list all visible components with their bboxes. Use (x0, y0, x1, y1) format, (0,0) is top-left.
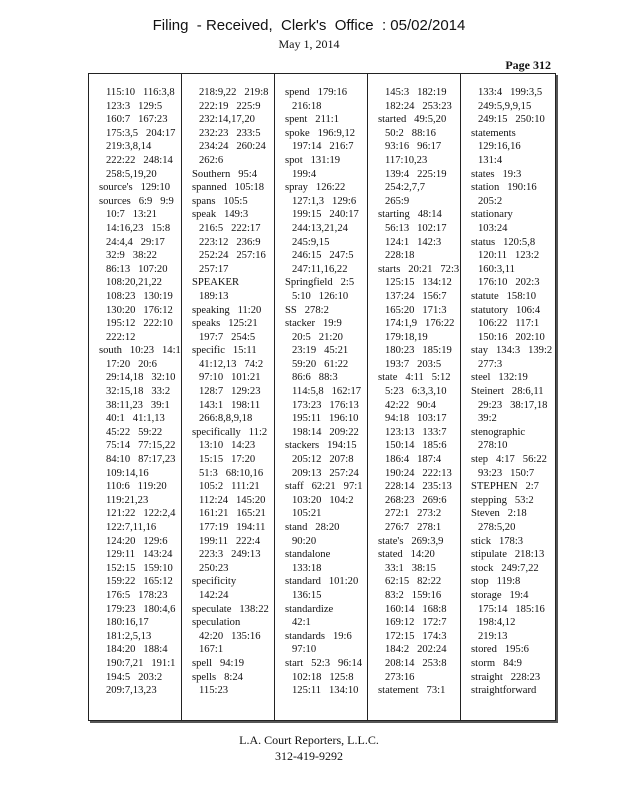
index-line: 272:1 273:2 (385, 508, 442, 520)
index-line: 103:20 104:2 (292, 494, 354, 506)
index-line: 105:2 111:21 (199, 481, 260, 493)
index-line: 195:12 222:10 (106, 318, 173, 330)
index-line: 120:11 123:2 (478, 250, 540, 262)
index-line: 209:13 257:24 (292, 467, 359, 479)
index-line: 117:10,23 (385, 154, 428, 166)
index-line: 175:14 185:16 (478, 603, 545, 615)
index-line: 114:5,8 162:17 (292, 386, 362, 398)
index-line: stacker 19:9 (285, 318, 342, 330)
index-line: spell 94:19 (192, 657, 245, 669)
index-line: 143:1 198:11 (199, 399, 261, 411)
index-line: 5:10 126:10 (292, 290, 349, 302)
index-line: speaking 11:20 (192, 304, 262, 316)
index-line: staff 62:21 97:1 (285, 481, 363, 493)
index-line: 29:23 38:17,18 (478, 399, 548, 411)
index-line: 127:1,3 129:6 (292, 195, 357, 207)
index-line: 193:7 203:5 (385, 358, 442, 370)
index-line: 115:23 (199, 685, 229, 697)
index-line: 122:7,11,16 (106, 522, 157, 533)
index-line: 121:22 122:2,4 (106, 508, 176, 520)
index-line: spent 211:1 (285, 114, 340, 126)
index-line: 189:13 (199, 290, 229, 302)
index-line: 198:14 209:22 (292, 426, 359, 438)
index-line: 32:15,18 33:2 (106, 386, 171, 398)
index-line: 176:5 178:23 (106, 589, 168, 601)
index-line: speculation (192, 617, 241, 629)
index-line: stored 195:6 (471, 644, 529, 656)
index-line: 45:22 59:22 (106, 426, 163, 438)
index-line: 20:5 21:20 (292, 331, 343, 343)
index-line: statute 158:10 (471, 290, 537, 302)
index-line: 93:23 150:7 (478, 467, 535, 479)
index-line: 160:14 168:8 (385, 603, 447, 615)
index-line: 199:15 240:17 (292, 209, 359, 221)
index-line: 83:2 159:16 (385, 589, 442, 601)
index-line: stop 119:8 (471, 576, 521, 588)
index-line: 216:18 (292, 100, 322, 112)
index-line: 152:15 159:10 (106, 562, 173, 574)
index-line: 137:24 156:7 (385, 290, 447, 302)
index-line: 86:13 107:20 (106, 263, 168, 275)
index-line: state's 269:3,9 (378, 535, 444, 547)
index-line: 115:10 116:3,8 (106, 87, 175, 98)
index-line: 197:14 216:7 (292, 141, 354, 153)
index-line: 222:19 225:9 (199, 100, 261, 112)
index-line: starts 20:21 72:3 (378, 263, 460, 275)
index-line: status 120:5,8 (471, 236, 536, 248)
index-line: Springfield 2:5 (285, 277, 355, 289)
index-line: source's 129:10 (99, 182, 171, 194)
index-line: 39:2 (478, 413, 497, 425)
index-line: 125:11 134:10 (292, 685, 359, 697)
index-line: 106:22 117:1 (478, 318, 540, 330)
index-line: 109:14,16 (106, 467, 149, 479)
index-line: 244:13,21,24 (292, 222, 348, 234)
index-line: 167:1 (199, 644, 224, 656)
court-reporter-phone: 312-419-9292 (275, 749, 343, 763)
index-line: step 4:17 56:22 (471, 454, 547, 466)
index-line: 93:16 96:17 (385, 141, 442, 153)
index-line: 181:2,5,13 (106, 630, 152, 642)
index-line: 199:4 (292, 168, 317, 180)
index-line: 175:3,5 204:17 (106, 127, 176, 139)
index-line: 42:22 90:4 (385, 399, 436, 411)
index-line: 145:3 182:19 (385, 87, 447, 98)
index-line: 103:24 (478, 222, 508, 234)
index-line: 222:22 248:14 (106, 154, 173, 166)
index-line: 278:10 (478, 440, 508, 452)
index-line: 184:20 188:4 (106, 644, 168, 656)
index-line: 277:3 (478, 358, 503, 370)
index-line: 97:10 101:21 (199, 372, 261, 384)
index-line: 23:19 45:21 (292, 345, 349, 357)
index-line: steel 132:19 (471, 372, 528, 384)
index-line: SPEAKER (192, 277, 240, 289)
index-line: 165:20 171:3 (385, 304, 447, 316)
index-line: 159:22 165:12 (106, 576, 173, 588)
index-line: 123:3 129:5 (106, 100, 163, 112)
index-line: 150:14 185:6 (385, 440, 447, 452)
index-line: specificity (192, 576, 237, 588)
index-line: 258:5,19,20 (106, 168, 157, 180)
index-line: 174:1,9 176:22 (385, 318, 455, 330)
index-column-1 (89, 74, 181, 720)
index-line: 160:7 167:23 (106, 114, 168, 126)
index-line: Steven 2:18 (471, 508, 527, 520)
index-line: 245:9,15 (292, 236, 330, 248)
index-line: 41:12,13 74:2 (199, 358, 264, 370)
index-line: 112:24 145:20 (199, 494, 266, 506)
index-line: 247:11,16,22 (292, 263, 348, 275)
index-line: statements (471, 127, 516, 139)
index-line: 129:11 143:24 (106, 549, 173, 561)
index-line: 139:4 225:19 (385, 168, 447, 180)
index-line: Southern 95:4 (192, 168, 258, 180)
index-line: speculate 138:22 (192, 603, 269, 615)
index-line: station 190:16 (471, 182, 537, 194)
index-line: 160:3,11 (478, 263, 515, 275)
index-line: standardize (285, 603, 334, 615)
index-line: 150:16 202:10 (478, 331, 545, 343)
index-line: 205:2 (478, 195, 503, 207)
index-line: 180:16,17 (106, 617, 149, 629)
index-column-5 (460, 74, 556, 720)
index-line: 209:7,13,23 (106, 685, 157, 697)
index-line: spans 105:5 (192, 195, 248, 207)
index-line: statement 73:1 (378, 685, 446, 697)
index-line: spoke 196:9,12 (285, 127, 356, 139)
index-line: 223:12 236:9 (199, 236, 261, 248)
index-line: started 49:5,20 (378, 114, 447, 126)
index-line: 38:11,23 39:1 (106, 399, 170, 411)
index-line: 205:12 207:8 (292, 454, 354, 466)
index-line: 216:5 222:17 (199, 222, 261, 234)
index-line: 42:1 (292, 617, 311, 629)
index-line: specifically 11:2 (192, 426, 268, 438)
index-line: 190:24 222:13 (385, 467, 452, 479)
index-line: sources 6:9 9:9 (99, 195, 174, 207)
index-line: standard 101:20 (285, 576, 359, 588)
index-line: 199:11 222:4 (199, 535, 261, 547)
index-line: 179:18,19 (385, 331, 428, 343)
index-line: 250:23 (199, 562, 229, 574)
index-column-4 (367, 74, 461, 720)
index-line: 51:3 68:10,16 (199, 467, 264, 479)
index-line: 249:15 250:10 (478, 114, 545, 126)
index-line: 169:12 172:7 (385, 617, 447, 629)
index-line: Steinert 28:6,11 (471, 386, 544, 398)
index-line: 42:20 135:16 (199, 630, 261, 642)
index-line: 133:18 (292, 562, 322, 574)
index-line: stackers 194:15 (285, 440, 357, 452)
index-line: 266:8,8,9,18 (199, 413, 253, 425)
index-line: 278:5,20 (478, 522, 516, 533)
index-line: 197:7 254:5 (199, 331, 256, 343)
index-line: stationary (471, 209, 513, 221)
index-line: 257:17 (199, 263, 229, 275)
index-line: 10:7 13:21 (106, 209, 157, 221)
index-column-3 (274, 74, 368, 720)
index-line: 84:10 87:17,23 (106, 454, 176, 466)
index-line: 86:6 88:3 (292, 372, 338, 384)
index-line: 176:10 202:3 (478, 277, 540, 289)
index-line: 119:21,23 (106, 494, 149, 506)
index-line: storm 84:9 (471, 657, 522, 669)
index-line: stock 249:7,22 (471, 562, 539, 574)
index-line: standalone (285, 549, 331, 561)
index-line: states 19:3 (471, 168, 522, 180)
index-line: 133:4 199:3,5 (478, 87, 543, 98)
index-line: 105:21 (292, 508, 322, 520)
hearing-date: May 1, 2014 (278, 37, 340, 51)
index-line: 219:13 (478, 630, 508, 642)
index-line: 246:15 247:5 (292, 250, 354, 262)
index-line: start 52:3 96:14 (285, 657, 363, 669)
index-line: 90:20 (292, 535, 317, 547)
index-line: starting 48:14 (378, 209, 442, 221)
index-line: 234:24 260:24 (199, 141, 266, 153)
index-line: spells 8:24 (192, 671, 243, 683)
index-line: 228:14 235:13 (385, 481, 452, 493)
index-line: stipulate 218:13 (471, 549, 545, 561)
index-line: 177:19 194:11 (199, 522, 266, 533)
index-line: 75:14 77:15,22 (106, 440, 176, 452)
index-line: 218:9,22 219:8 (199, 87, 269, 98)
index-line: 195:11 196:10 (292, 413, 359, 425)
index-line: 108:23 130:19 (106, 290, 173, 302)
index-line: 223:3 249:13 (199, 549, 261, 561)
index-line: straight 228:23 (471, 671, 541, 683)
court-reporter-name: L.A. Court Reporters, L.L.C. (239, 733, 379, 747)
index-line: 136:15 (292, 589, 322, 601)
index-line: 123:13 133:7 (385, 426, 447, 438)
index-line: 273:16 (385, 671, 415, 683)
index-line: 268:23 269:6 (385, 494, 447, 506)
index-line: 24:4,4 29:17 (106, 236, 165, 248)
index-line: 249:5,9,9,15 (478, 100, 532, 112)
index-line: speaks 125:21 (192, 318, 258, 330)
index-line: 186:4 187:4 (385, 454, 442, 466)
index-line: standards 19:6 (285, 630, 352, 642)
index-line: speak 149:3 (192, 209, 249, 221)
index-column-2 (181, 74, 275, 720)
index-line: 40:1 41:1,13 (106, 413, 165, 425)
index-line: 252:24 257:16 (199, 250, 266, 262)
index-line: stenographic (471, 426, 526, 438)
index-line: storage 19:4 (471, 589, 529, 601)
index-line: 182:24 253:23 (385, 100, 452, 112)
index-line: south 10:23 14:1 (99, 345, 181, 357)
filing-stamp: Filing - Received, Clerk's Office : 05/02/2014 (152, 17, 466, 34)
index-line: 262:6 (199, 154, 224, 166)
index-line: 265:9 (385, 195, 410, 207)
index-line: 222:12 (106, 331, 136, 343)
index-line: stand 28:20 (285, 522, 340, 533)
index-line: 219:3,8,14 (106, 141, 152, 153)
index-line: 33:1 38:15 (385, 562, 436, 574)
index-line: statutory 106:4 (471, 304, 541, 316)
index-line: straightforward (471, 685, 537, 697)
index-line: 184:2 202:24 (385, 644, 447, 656)
index-line: stay 134:3 139:2 (471, 345, 553, 357)
index-line: 142:24 (199, 589, 229, 601)
index-line: 130:20 176:12 (106, 304, 173, 316)
index-line: 179:23 180:4,6 (106, 603, 176, 615)
index-line: spend 179:16 (285, 87, 348, 98)
index-line: 208:14 253:8 (385, 657, 447, 669)
index-line: 173:23 176:13 (292, 399, 359, 411)
index-line: 194:5 203:2 (106, 671, 163, 683)
index-line: 161:21 165:21 (199, 508, 266, 520)
index-line: 15:15 17:20 (199, 454, 256, 466)
index-line: 129:16,16 (478, 141, 521, 153)
index-line: spot 131:19 (285, 154, 341, 166)
index-line: 125:15 134:12 (385, 277, 452, 289)
index-line: 232:23 233:5 (199, 127, 261, 139)
index-line: specific 15:11 (192, 345, 257, 357)
index-line: 14:16,23 15:8 (106, 222, 171, 234)
index-line: SS 278:2 (285, 304, 329, 316)
index-line: 198:4,12 (478, 617, 516, 629)
index-line: STEPHEN 2:7 (471, 481, 539, 493)
index-line: 13:10 14:23 (199, 440, 256, 452)
word-index-table (88, 73, 556, 721)
index-line: 102:18 125:8 (292, 671, 354, 683)
index-line: 131:4 (478, 154, 503, 166)
footer (0, 733, 618, 764)
index-line: 254:2,7,7 (385, 182, 426, 194)
index-line: 56:13 102:17 (385, 222, 447, 234)
index-line: 94:18 103:17 (385, 413, 447, 425)
index-line: 110:6 119:20 (106, 481, 167, 493)
index-line: 62:15 82:22 (385, 576, 442, 588)
index-line: 5:23 6:3,3,10 (385, 386, 447, 398)
index-line: spray 126:22 (285, 182, 346, 194)
index-line: 180:23 185:19 (385, 345, 452, 357)
index-line: 59:20 61:22 (292, 358, 349, 370)
index-line: stated 14:20 (378, 549, 435, 561)
index-line: 32:9 38:22 (106, 250, 157, 262)
index-line: 276:7 278:1 (385, 522, 442, 533)
page-number: Page 312 (505, 58, 551, 72)
index-line: spanned 105:18 (192, 182, 265, 194)
index-line: 172:15 174:3 (385, 630, 447, 642)
index-line: 128:7 129:23 (199, 386, 261, 398)
index-line: 17:20 20:6 (106, 358, 157, 370)
index-line: 50:2 88:16 (385, 127, 436, 139)
index-line: stepping 53:2 (471, 494, 534, 506)
index-line: 228:18 (385, 250, 415, 262)
index-line: 97:10 (292, 644, 317, 656)
index-line: state 4:11 5:12 (378, 372, 451, 384)
index-line: 108:20,21,22 (106, 277, 162, 289)
index-line: 190:7,21 191:1 (106, 657, 176, 669)
index-line: 29:14,18 32:10 (106, 372, 176, 384)
index-line: 124:1 142:3 (385, 236, 442, 248)
index-line: stick 178:3 (471, 535, 524, 547)
index-line: 232:14,17,20 (199, 114, 255, 126)
index-line: 124:20 129:6 (106, 535, 168, 547)
